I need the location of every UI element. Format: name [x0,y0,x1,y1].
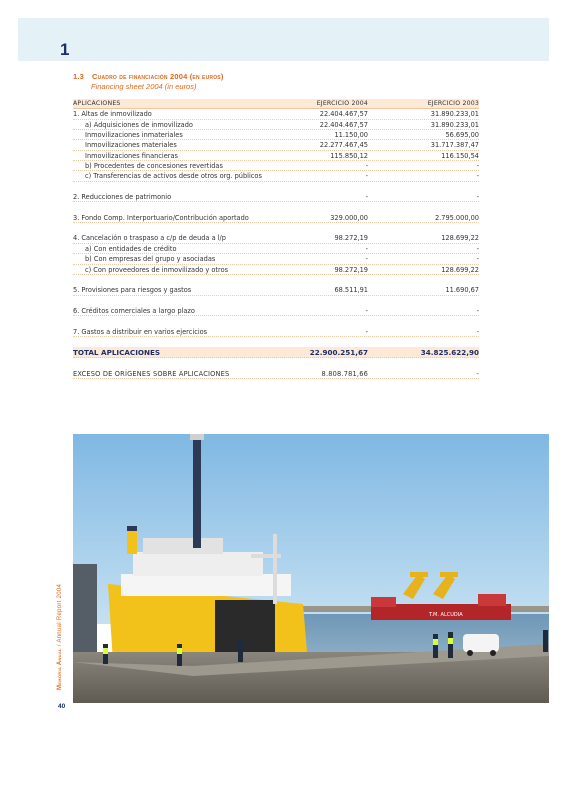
row-value-2004: 98.272,19 [334,265,368,274]
table-spacer [73,296,479,306]
row-label: Inmovilizaciones materiales [85,141,177,150]
table-spacer [73,337,479,347]
page-number: 40 [58,703,66,710]
row-label: Inmovilizaciones inmateriales [85,131,183,140]
table-row [73,244,479,254]
row-value-2004: - [365,172,368,181]
side-label-rest: / Annual Report 2004 [57,583,63,649]
row-label: 3. Fondo Comp. Interportuario/Contribución aportado [73,213,249,222]
table-header [73,99,479,109]
row-value-2003: 116.150,54 [441,151,479,160]
row-value-2004: - [365,244,368,253]
row-label: 6. Créditos comerciales a largo plazo [73,306,195,315]
row-value-2004: 98.272,19 [334,234,368,243]
table-row [73,151,479,161]
table-row [73,254,479,264]
row-value-2003: 31.890.233,01 [430,120,479,129]
row-label: 5. Provisiones para riesgos y gastos [73,286,192,295]
row-value-2003: - [476,327,479,336]
table-row [73,327,479,337]
header-band [18,18,549,61]
row-value-2004: - [365,327,368,336]
row-label: b) Procedentes de concesiones revertidas [85,162,223,171]
row-label: 7. Gastos a distribuir en varios ejercicios [73,327,208,336]
row-label: b) Con empresas del grupo y asociadas [85,255,216,264]
ship-hull-name: T.M. ALCUDIA [429,612,463,618]
table-spacer [73,316,479,326]
section-number: 1.3 [73,72,85,81]
excess-2003: - [476,369,479,378]
row-value-2003: 31.717.387,47 [430,141,479,150]
row-value-2003: 128.699,22 [441,265,479,274]
row-value-2004: 22.404.467,57 [319,110,368,119]
table-row [73,306,479,316]
row-value-2004: - [365,162,368,171]
row-label: 2. Reducciones de patrimonio [73,193,172,202]
total-label: TOTAL APLICACIONES [73,348,161,358]
excess-2004: 8.808.781,66 [321,369,368,378]
row-label: c) Transferencias de activos desde otros org. públicos [85,172,262,181]
table-spacer [73,223,479,233]
table-row [73,120,479,130]
row-value-2004: 68.511,91 [334,286,368,295]
table-spacer [73,182,479,192]
row-value-2004: - [365,193,368,202]
row-value-2003: 56.695,00 [445,131,479,140]
table-row [73,233,479,243]
side-label-bold: Memoria Anual [57,648,63,690]
row-label: c) Con proveedores de inmovilizado y otros [85,265,229,274]
table-row [73,140,479,150]
total-row [73,347,479,358]
row-value-2003: 11.690,67 [445,286,479,295]
row-value-2003: - [476,162,479,171]
table-row [73,109,479,119]
row-value-2003: - [476,244,479,253]
chapter-number: 1 [60,40,70,59]
table-row [73,213,479,223]
section-title-text: Cuadro de financiación 2004 (en euros) [92,72,224,81]
section-subtitle: Financing sheet 2004 (in euros) [91,82,197,91]
row-label: 1. Altas de inmovilizado [73,110,152,119]
row-value-2003: 31.890.233,01 [430,110,479,119]
row-value-2004: 115.850,12 [330,151,368,160]
row-value-2004: - [365,306,368,315]
row-value-2003: - [476,193,479,202]
port-ferry-photo [73,434,549,703]
section-title [73,72,224,81]
table-spacer [73,202,479,212]
table-row [73,130,479,140]
table-spacer [73,275,479,285]
table-row [73,161,479,171]
row-value-2004: 329.000,00 [330,213,368,222]
table-row [73,285,479,295]
row-value-2003: - [476,172,479,181]
table-row [73,265,479,275]
table-row [73,171,479,181]
total-2003: 34.825.622,90 [420,348,479,358]
side-running-label [57,584,63,690]
row-label: 4. Cancelación o traspaso a c/p de deuda a l/p [73,234,226,243]
excess-label: EXCESO DE ORÍGENES SOBRE APLICACIONES [73,369,230,378]
row-value-2003: - [476,255,479,264]
row-value-2003: - [476,306,479,315]
table-row [73,192,479,202]
row-label: a) Con entidades de crédito [85,244,177,253]
row-value-2003: 128.699,22 [441,234,479,243]
row-label: a) Adquisiciones de inmovilizado [85,120,193,129]
header-col-2004: EJERCICIO 2004 [316,100,368,107]
header-col-2003: EJERCICIO 2003 [427,100,479,107]
row-value-2004: - [365,255,368,264]
row-label: Inmovilizaciones financieras [85,151,178,160]
row-value-2004: 22.277.467,45 [319,141,368,150]
header-label: APLICACIONES [73,100,121,107]
row-value-2004: 22.404.467,57 [319,120,368,129]
financing-table [73,99,479,379]
excess-row [73,369,479,379]
row-value-2003: 2.795.000,00 [434,213,479,222]
row-value-2004: 11.150,00 [334,131,368,140]
total-2004: 22.900.251,67 [309,348,368,358]
